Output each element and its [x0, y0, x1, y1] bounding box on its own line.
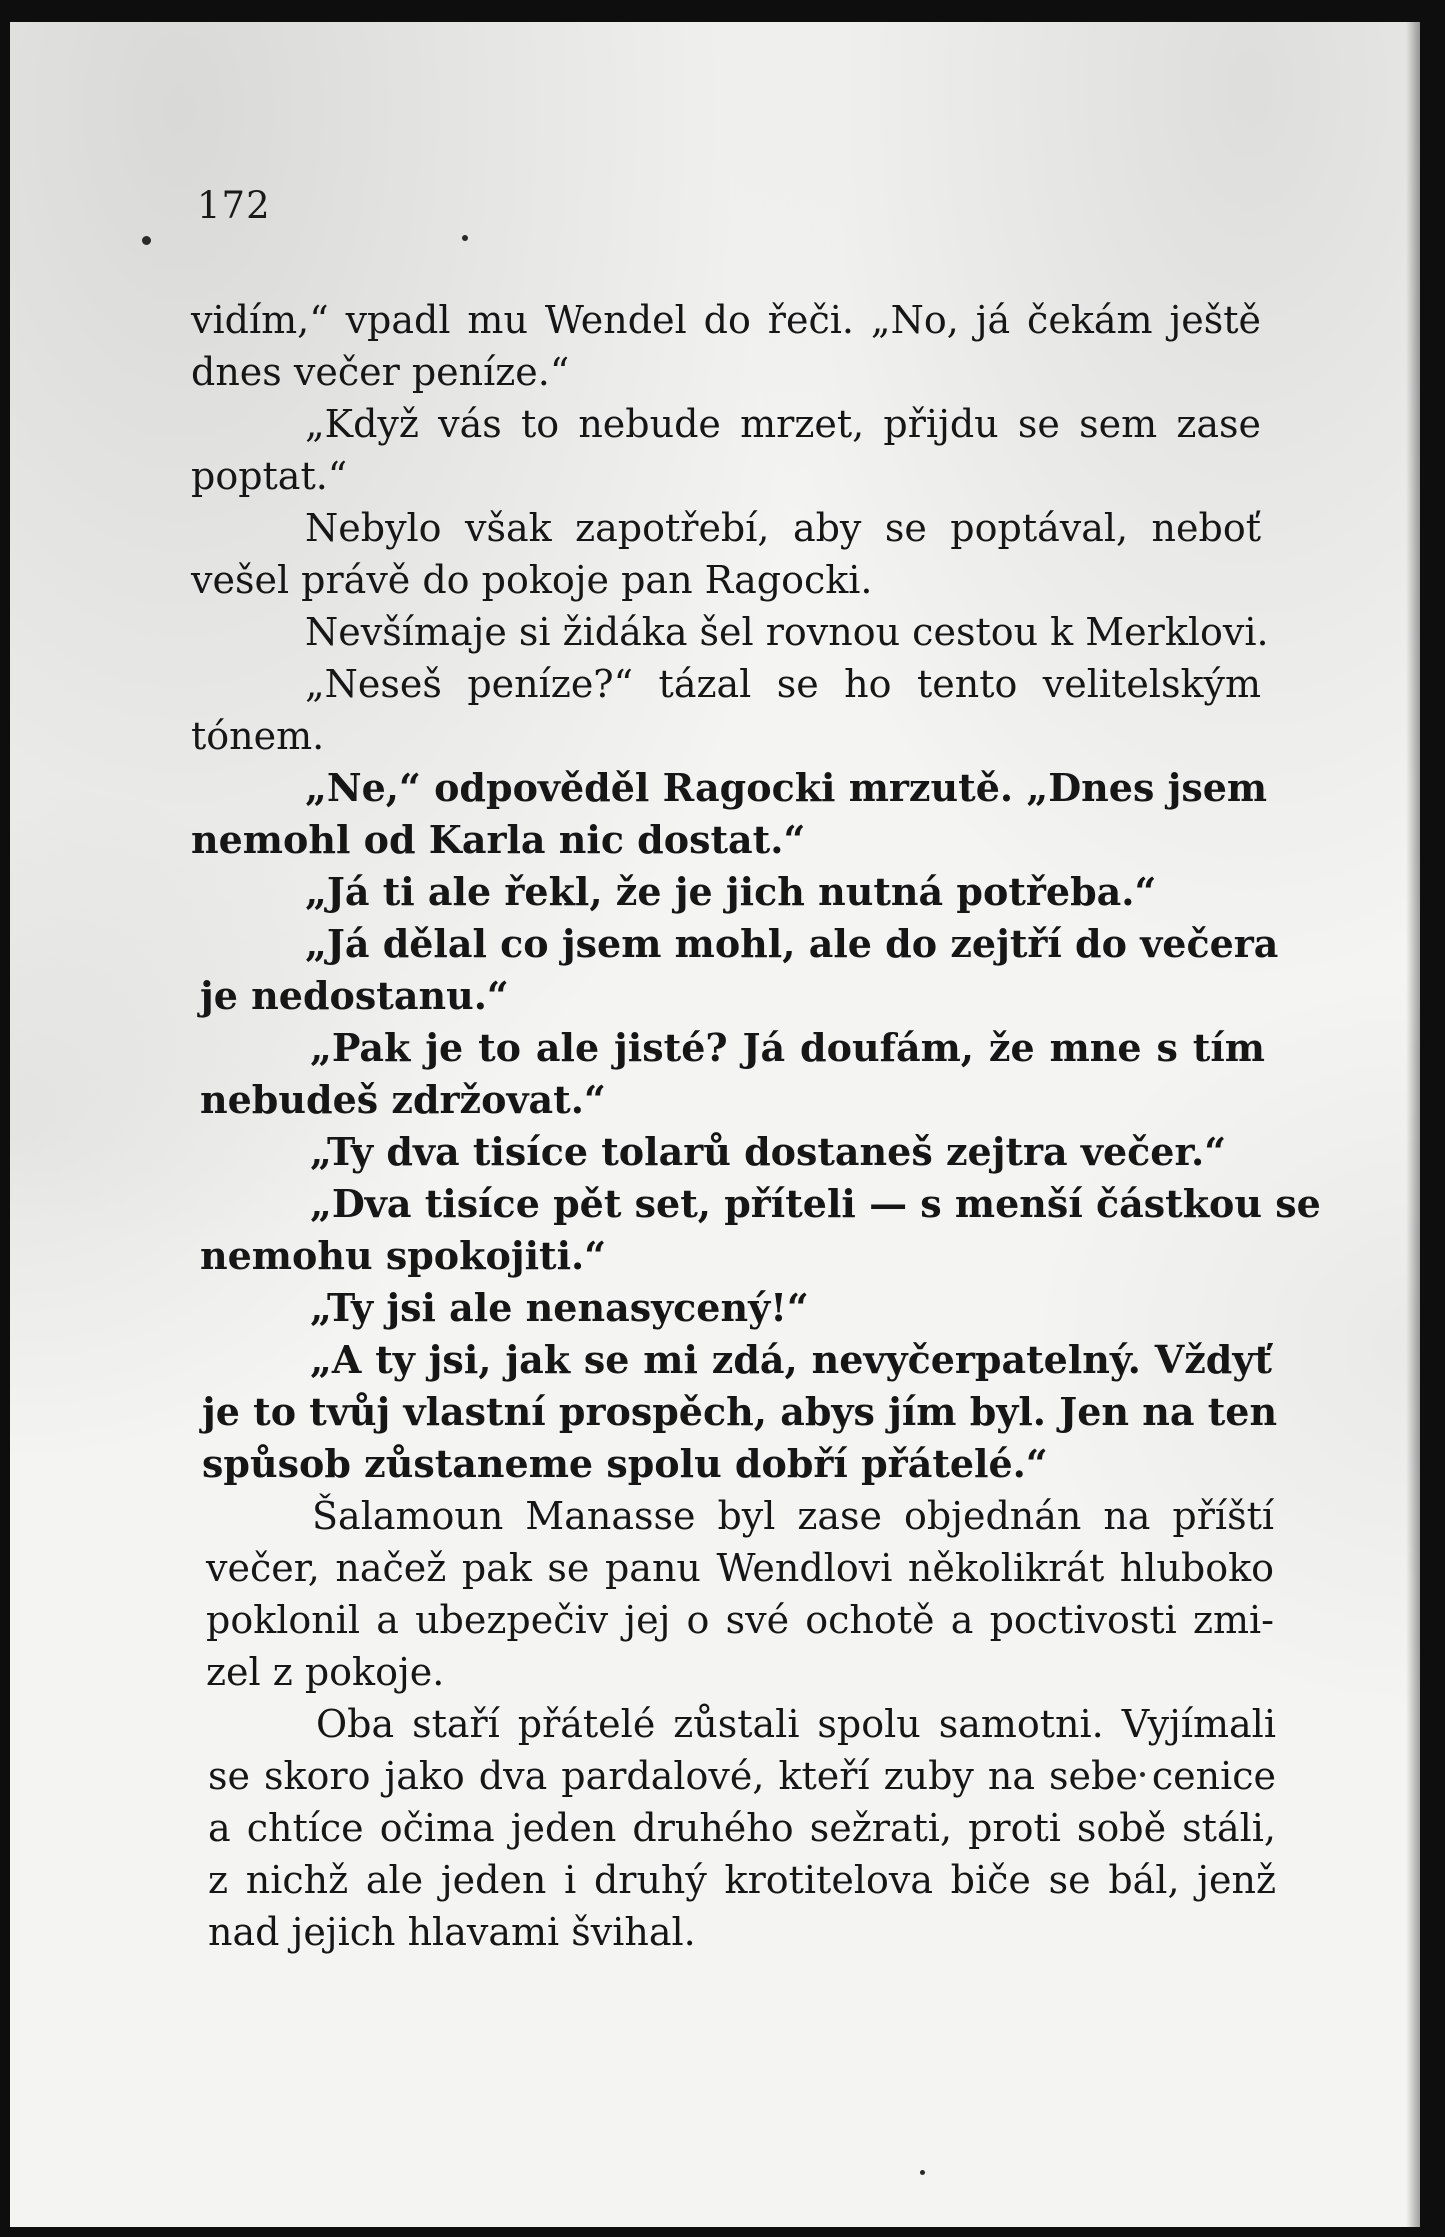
text-line: Nevšímaje si židáka šel rovnou cestou k Merklovi. [305, 610, 1269, 654]
page-number: 172 [197, 184, 271, 227]
text-line: z nichž ale jeden i druhý krotitelova biče se bál, jenž [208, 1858, 1276, 1902]
text-line: „Dva tisíce pět set, příteli — s menší částkou se [310, 1181, 1321, 1226]
text-line: „Já ti ale řekl, že je jich nutná potřeba.“ [305, 869, 1157, 914]
text-line: nebudeš zdržovat.“ [200, 1077, 606, 1122]
text-line: se skoro jako dva pardalové, kteří zuby na sebe cenice [208, 1754, 1276, 1798]
text-line: poklonil a ubezpečiv jej o své ochotě a poctivosti zmi- [206, 1598, 1274, 1642]
text-line: večer, načež pak se panu Wendlovi několikrát hluboko [206, 1546, 1274, 1590]
text-line: „Neseš peníze?“ tázal se ho tento velitelským [305, 662, 1261, 706]
text-line: nemohl od Karla nic dostat.“ [191, 817, 806, 862]
text-line: dnes večer peníze.“ [191, 350, 570, 394]
text-line: tónem. [191, 714, 325, 758]
text-line: „A ty jsi, jak se mi zdá, nevyčerpatelný. Vždyť [310, 1337, 1272, 1382]
text-line: vešel právě do pokoje pan Ragocki. [191, 558, 873, 602]
text-line: Šalamoun Manasse byl zase objednán na příští [312, 1494, 1274, 1538]
text-line: vidím,“ vpadl mu Wendel do řeči. „No, já čekám ještě [191, 298, 1261, 342]
text-line: Nebylo však zapotřebí, aby se poptával, neboť [305, 506, 1261, 550]
text-line: „Já dělal co jsem mohl, ale do zejtří do večera [305, 921, 1279, 966]
book-page [10, 22, 1420, 2227]
text-line: „Pak je to ale jisté? Já doufám, že mne s tím [310, 1025, 1265, 1070]
text-line: nad jejich hlavami švihal. [208, 1910, 696, 1954]
text-line: Oba staří přátelé zůstali spolu samotni. Vyjímali [316, 1702, 1276, 1746]
text-line: poptat.“ [191, 454, 348, 498]
text-line: nemohu spokojiti.“ [200, 1233, 607, 1278]
text-line: „Ty dva tisíce tolarů dostaneš zejtra večer.“ [310, 1129, 1227, 1174]
text-line: spůsob zůstaneme spolu dobří přátelé.“ [202, 1441, 1048, 1486]
text-line: „Když vás to nebude mrzet, přijdu se sem zase [305, 402, 1261, 446]
text-line: zel z pokoje. [206, 1650, 445, 1694]
text-line: a chtíce očima jeden druhého sežrati, proti sobě stáli, [208, 1806, 1276, 1850]
body-text [10, 22, 1420, 2227]
text-line: „Ne,“ odpověděl Ragocki mrzutě. „Dnes jsem [305, 765, 1268, 810]
text-line: je to tvůj vlastní prospěch, abys jím byl. Jen na ten [202, 1389, 1278, 1434]
text-line: je nedostanu.“ [200, 973, 509, 1018]
text-line: „Ty jsi ale nenasycený!“ [310, 1285, 809, 1330]
